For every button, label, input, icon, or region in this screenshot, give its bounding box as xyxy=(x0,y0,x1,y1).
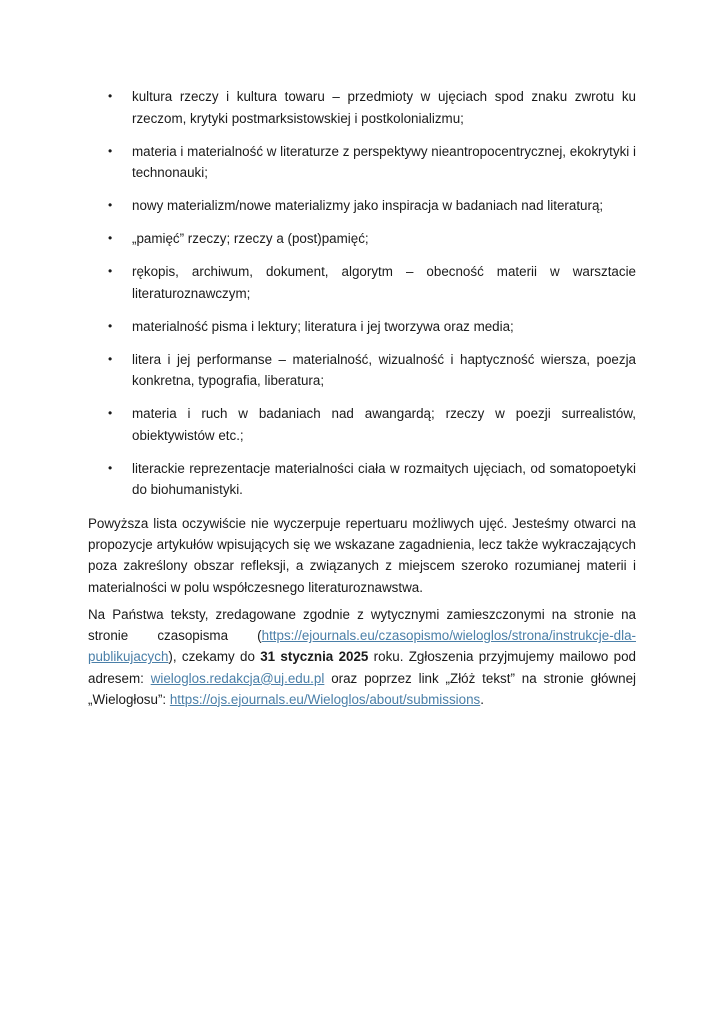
list-item xyxy=(108,86,636,129)
deadline-date: 31 stycznia 2025 xyxy=(260,649,369,665)
list-item-text: materia i ruch w badaniach nad awangardą; rzeczy w poezji surrealistów, obiektywistów etc.; xyxy=(132,406,636,443)
list-item-text: materialność pisma i lektury; literatura i jej tworzywa oraz media; xyxy=(132,318,514,334)
list-item xyxy=(108,403,636,446)
bullet-icon: • xyxy=(108,89,113,103)
bullet-icon: • xyxy=(108,351,113,366)
list-item-text: „pamięć” rzeczy; rzeczy a (post)pamięć; xyxy=(132,231,369,246)
bullet-icon: • xyxy=(108,198,113,212)
list-item xyxy=(108,141,636,184)
list-item xyxy=(108,228,636,250)
list-item-text: litera i jej performanse – materialność, wizualność i haptyczność wiersza, poezja konkretna, typografia, liberatura; xyxy=(132,351,636,388)
submission-paragraph xyxy=(88,604,636,710)
submission-text: . xyxy=(480,691,484,707)
topics-bullet-list xyxy=(108,86,636,512)
bullet-icon: • xyxy=(108,406,113,420)
submission-text: Na Państwa teksty, zredagowane zgodnie z wytycznymi zamieszczonymi na stronie na stronie czasopisma ( xyxy=(88,607,636,644)
bullet-icon: • xyxy=(108,143,113,158)
list-item xyxy=(108,349,636,392)
list-item-text: rękopis, archiwum, dokument, algorytm – obecność materii w warsztacie literaturoznawczym; xyxy=(132,264,636,301)
list-item xyxy=(108,261,636,304)
list-item-text: kultura rzeczy i kultura towaru – przedmioty w ujęciach spod znaku zwrotu ku rzeczom, krytyki postmarksistowskiej i postkolonializmu; xyxy=(132,89,636,126)
submission-text: ), czekamy do xyxy=(168,649,261,665)
list-item-text: materia i materialność w literaturze z perspektywy nieantropocentrycznej, ekokrytyki i technonauki; xyxy=(132,143,636,180)
list-item-text: literackie reprezentacje materialności ciała w rozmaitych ujęciach, od somatopoetyki do biohumanistyki. xyxy=(132,460,636,497)
submissions-link[interactable]: https://ojs.ejournals.eu/Wieloglos/about/submissions xyxy=(169,691,481,707)
list-item xyxy=(108,195,636,217)
bullet-icon: • xyxy=(108,264,113,278)
bullet-icon: • xyxy=(108,318,113,333)
bullet-icon: • xyxy=(108,460,113,475)
submission-text: oraz poprzez link „Złóż tekst” na stronie głównej „Wielogłosu”: xyxy=(88,670,636,707)
list-item-text: nowy materializm/nowe materializmy jako inspiracja w badaniach nad literaturą; xyxy=(132,198,604,213)
bullet-icon: • xyxy=(108,231,113,245)
scope-paragraph: Powyższa lista oczywiście nie wyczerpuje repertuaru możliwych ujęć. Jesteśmy otwarci na propozycje artykułów wpisujących się we wskazane zagadnienia, lecz także wykraczających poza zakreślony obszar refleksji, a związanych z miejscem szeroko rozumianej materii i materialności w polu współczesnego literaturoznawstwa. xyxy=(88,516,636,595)
list-item xyxy=(108,316,636,338)
guidelines-link[interactable]: https://ejournals.eu/czasopismo/wieloglos/strona/instrukcje-dla-publikujacych xyxy=(88,628,636,665)
submission-text: roku. Zgłoszenia przyjmujemy mailowo pod adresem: xyxy=(88,649,637,686)
email-link[interactable]: wieloglos.redakcja@uj.edu.pl xyxy=(150,670,325,686)
list-item xyxy=(108,458,636,501)
